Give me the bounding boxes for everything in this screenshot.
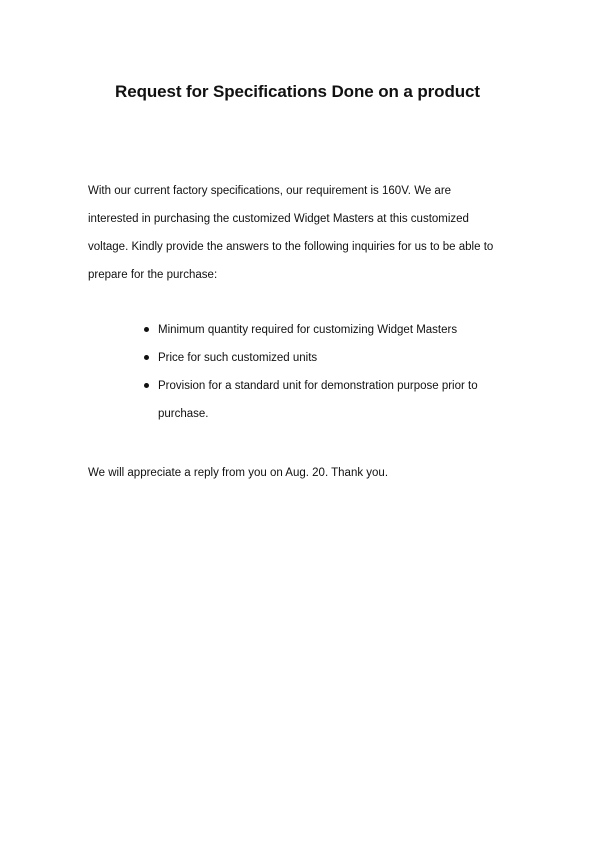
inquiry-text: Provision for a standard unit for demonstration purpose prior to [158,380,478,392]
inquiry-list-item [158,372,518,400]
intro-line: voltage. Kindly provide the answers to the following inquiries for us to be able to [88,241,494,253]
inquiry-text: purchase. [158,408,209,420]
bullet-icon [144,355,149,360]
inquiry-text: Price for such customized units [158,352,318,364]
bullet-icon [144,327,149,332]
intro-line: interested in purchasing the customized Widget Masters at this customized [88,213,469,225]
inquiry-list-item [158,344,518,372]
inquiry-list-item [158,316,518,344]
inquiry-list-item-continuation [158,400,518,428]
inquiry-list [158,316,518,428]
intro-line: With our current factory specifications, our requirement is 160V. We are [88,185,452,197]
inquiry-text: Minimum quantity required for customizing Widget Masters [158,324,458,336]
bullet-icon [144,383,149,388]
intro-line: prepare for the purchase: [88,269,218,281]
intro-paragraph [88,177,518,289]
document-title: Request for Specifications Done on a product [115,82,480,101]
closing-paragraph: We will appreciate a reply from you on Aug. 20. Thank you. [88,467,389,479]
